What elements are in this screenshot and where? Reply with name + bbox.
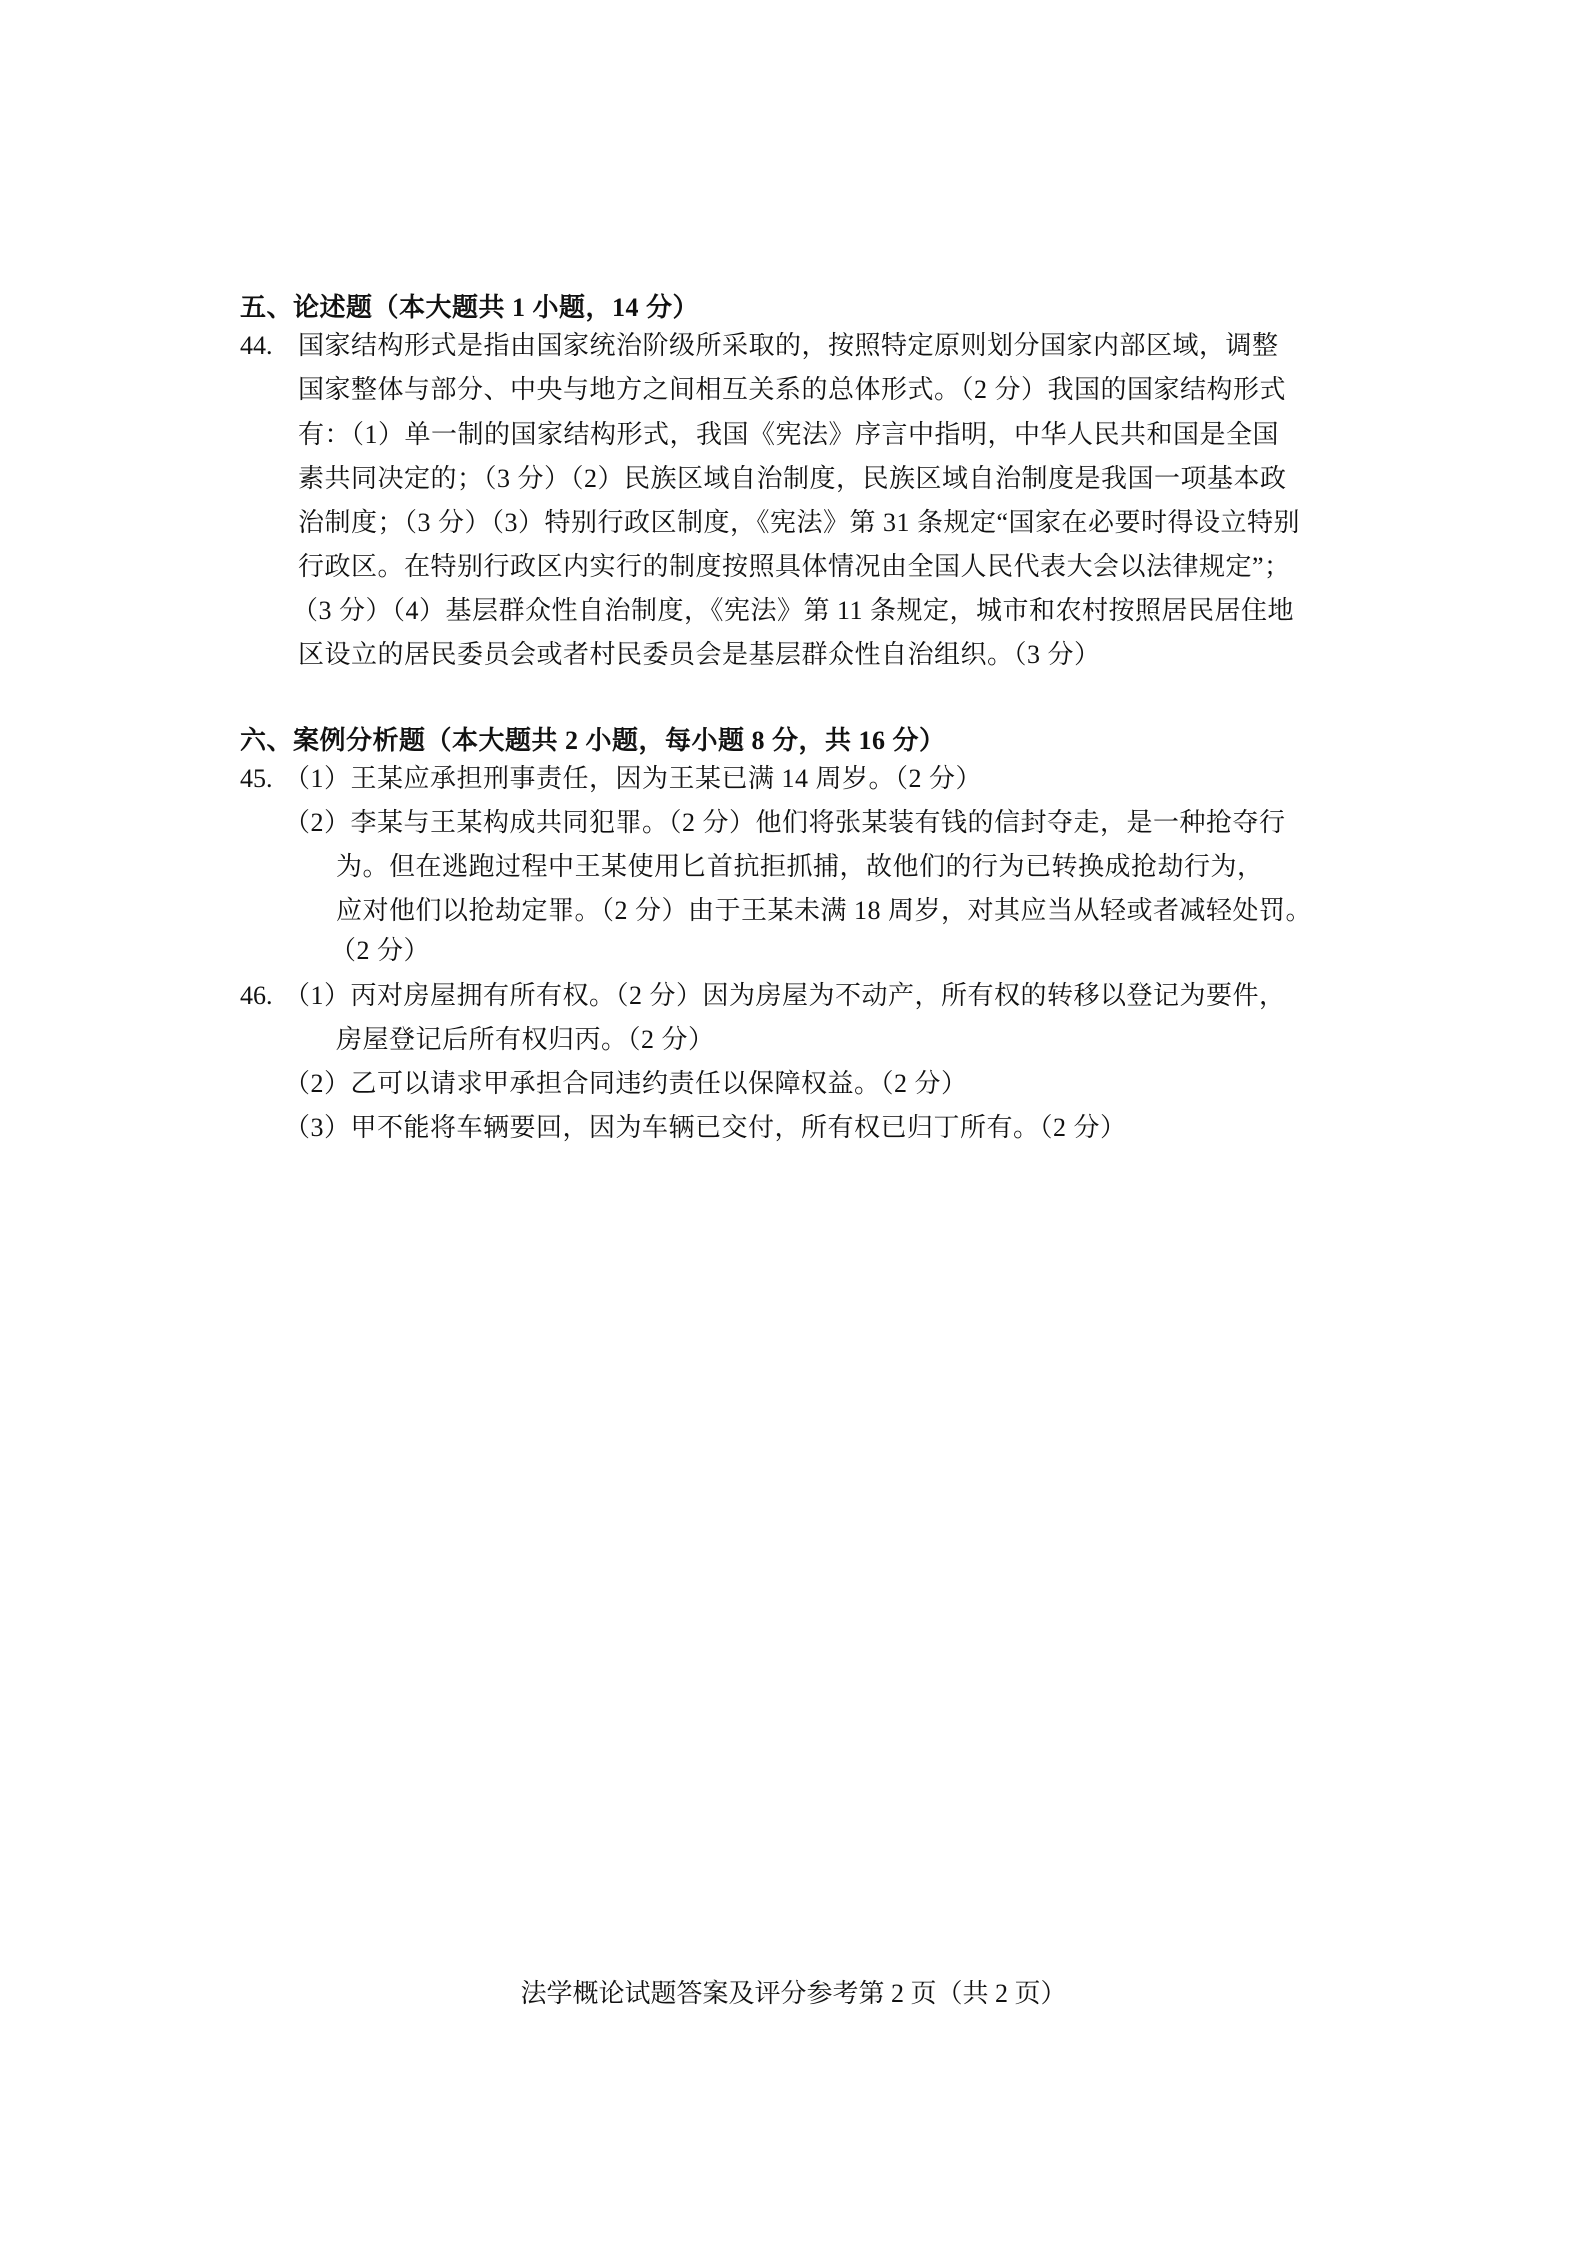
question-46-part-3: （3）甲不能将车辆要回，因为车辆已交付，所有权已归丁所有。（2 分） — [284, 1113, 1127, 1142]
section-5-heading: 五、论述题（本大题共 1 小题，14 分） — [240, 293, 700, 322]
question-46-part-2: （2）乙可以请求甲承担合同违约责任以保障权益。（2 分） — [284, 1069, 968, 1098]
question-45-number: 45. — [240, 764, 273, 793]
question-45-part-2-line-1: （2）李某与王某构成共同犯罪。（2 分）他们将张某装有钱的信封夺走，是一种抢夺行 — [284, 808, 1286, 837]
question-45-part-2-line-3: 应对他们以抢劫定罪。（2 分）由于王某未满 18 周岁，对其应当从轻或者减轻处罚。 — [336, 896, 1313, 925]
question-44-line-6: 行政区。在特别行政区内实行的制度按照具体情况由全国人民代表大会以法律规定”； — [298, 552, 1291, 581]
question-44-line-8: 区设立的居民委员会或者村民委员会是基层群众性自治组织。（3 分） — [298, 640, 1101, 669]
section-6-heading: 六、案例分析题（本大题共 2 小题，每小题 8 分，共 16 分） — [240, 726, 946, 755]
question-44-line-3: 有：（1）单一制的国家结构形式，我国《宪法》序言中指明，中华人民共和国是全国 — [298, 420, 1280, 449]
question-45-part-1: （1）王某应承担刑事责任，因为王某已满 14 周岁。（2 分） — [284, 764, 983, 793]
page-footer: 法学概论试题答案及评分参考第 2 页（共 2 页） — [520, 1979, 1067, 2008]
question-45-part-2-line-2: 为。但在逃跑过程中王某使用匕首抗拒抓捕，故他们的行为已转换成抢劫行为， — [336, 852, 1264, 881]
question-45-part-2-line-4: （2 分） — [330, 936, 431, 965]
question-44-line-1: 国家结构形式是指由国家统治阶级所采取的，按照特定原则划分国家内部区域，调整 — [298, 331, 1279, 360]
question-46-part-1-line-1: （1）丙对房屋拥有所有权。（2 分）因为房屋为不动产，所有权的转移以登记为要件， — [284, 981, 1286, 1010]
question-44-number: 44. — [240, 331, 273, 360]
question-46-part-1-line-2: 房屋登记后所有权归丙。（2 分） — [336, 1025, 715, 1054]
question-44-line-2: 国家整体与部分、中央与地方之间相互关系的总体形式。（2 分）我国的国家结构形式 — [298, 375, 1287, 404]
question-46-number: 46. — [240, 981, 273, 1010]
question-44-line-5: 治制度；（3 分）（3）特别行政区制度，《宪法》第 31 条规定“国家在必要时得设立特别 — [298, 508, 1301, 537]
question-44-line-7: （3 分）（4）基层群众性自治制度，《宪法》第 11 条规定，城市和农村按照居民居住地 — [292, 596, 1295, 625]
question-44-line-4: 素共同决定的；（3 分）（2）民族区域自治制度，民族区域自治制度是我国一项基本政 — [298, 464, 1287, 493]
